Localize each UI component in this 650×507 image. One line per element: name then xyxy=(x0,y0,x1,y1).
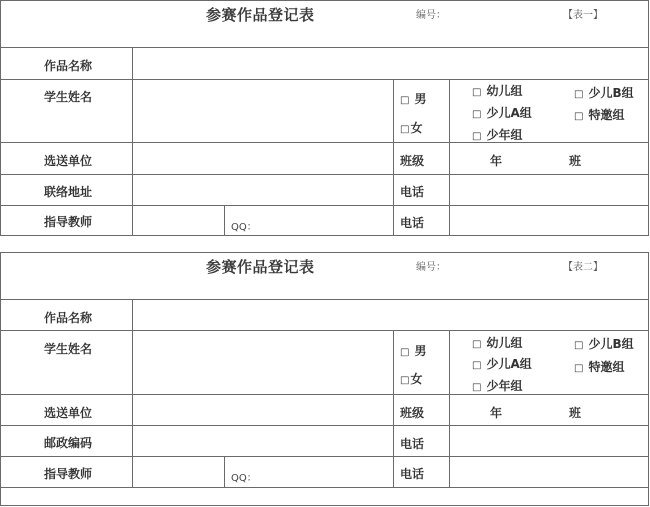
phone-field-2[interactable] xyxy=(450,206,648,235)
label-teacher: 指导教师 xyxy=(44,215,93,229)
label-unit: 选送单位 xyxy=(44,154,93,168)
group-junior-a-label: 少儿A组 xyxy=(486,106,532,120)
label-class: 班级 xyxy=(400,154,425,168)
gender-female-label: 女 xyxy=(410,372,423,386)
group-junior-b-label: 少儿B组 xyxy=(588,86,634,100)
label-class: 班级 xyxy=(400,406,425,420)
work-name-field[interactable] xyxy=(133,48,648,79)
label-qq: QQ： xyxy=(231,222,257,233)
label-teacher: 指导教师 xyxy=(44,467,93,481)
gender-female-label: 女 xyxy=(410,121,423,135)
unit-field[interactable] xyxy=(133,395,393,425)
teacher-field[interactable] xyxy=(133,206,224,235)
gender-male-label: 男 xyxy=(414,344,427,358)
checkbox-icon: □ xyxy=(400,95,410,106)
checkbox-icon: □ xyxy=(472,109,482,120)
label-phone: 电话 xyxy=(400,216,425,230)
checkbox-icon: □ xyxy=(574,340,584,351)
group-invited-label: 特邀组 xyxy=(588,108,625,122)
group-junior-a-option[interactable] xyxy=(472,355,532,372)
student-name-field[interactable] xyxy=(133,331,393,394)
label-class-unit: 班 xyxy=(569,406,582,420)
label-student-name: 学生姓名 xyxy=(44,90,93,104)
checkbox-icon: □ xyxy=(574,89,584,100)
label-grade: 年 xyxy=(490,154,503,168)
address-field[interactable] xyxy=(133,175,393,205)
label-address: 联络地址 xyxy=(44,185,93,199)
table-tag: 【表二】 xyxy=(563,262,603,273)
label-class-unit: 班 xyxy=(569,154,582,168)
label-unit: 选送单位 xyxy=(44,406,93,420)
group-invited-option[interactable] xyxy=(574,106,624,123)
checkbox-icon: □ xyxy=(472,87,482,98)
group-kindergarten-option[interactable] xyxy=(472,334,522,351)
checkbox-icon: □ xyxy=(472,360,482,371)
phone-field-1[interactable] xyxy=(450,175,648,205)
gender-female-option[interactable] xyxy=(400,119,422,136)
postcode-field[interactable] xyxy=(133,426,393,456)
group-youth-label: 少年组 xyxy=(486,128,523,142)
group-invited-label: 特邀组 xyxy=(588,360,625,374)
label-qq: QQ： xyxy=(231,473,257,484)
label-phone: 电话 xyxy=(400,437,425,451)
group-kindergarten-option[interactable] xyxy=(472,82,522,99)
student-name-field[interactable] xyxy=(133,80,393,142)
gender-male-option[interactable] xyxy=(400,342,426,359)
number-label: 编号： xyxy=(416,262,446,273)
checkbox-icon: □ xyxy=(400,124,410,135)
unit-field[interactable] xyxy=(133,143,393,174)
checkbox-icon: □ xyxy=(400,375,410,386)
group-youth-option[interactable] xyxy=(472,126,522,143)
number-label: 编号： xyxy=(416,10,446,21)
registration-form-1 xyxy=(0,0,649,236)
group-junior-a-option[interactable] xyxy=(472,104,532,121)
group-youth-option[interactable] xyxy=(472,377,522,394)
checkbox-icon: □ xyxy=(472,382,482,393)
gender-male-option[interactable] xyxy=(400,90,426,107)
group-junior-a-label: 少儿A组 xyxy=(486,357,532,371)
checkbox-icon: □ xyxy=(472,131,482,142)
gender-female-option[interactable] xyxy=(400,370,422,387)
form-title: 参赛作品登记表 xyxy=(206,258,315,276)
label-work-name: 作品名称 xyxy=(44,59,93,73)
label-grade: 年 xyxy=(490,406,503,420)
teacher-field[interactable] xyxy=(133,457,224,487)
phone-field-1[interactable] xyxy=(450,426,648,456)
label-phone: 电话 xyxy=(400,185,425,199)
work-name-field[interactable] xyxy=(133,300,648,330)
phone-field-2[interactable] xyxy=(450,457,648,487)
form-title: 参赛作品登记表 xyxy=(206,6,315,24)
group-junior-b-label: 少儿B组 xyxy=(588,337,634,351)
label-student-name: 学生姓名 xyxy=(44,342,93,356)
checkbox-icon: □ xyxy=(574,111,584,122)
group-junior-b-option[interactable] xyxy=(574,335,634,352)
group-youth-label: 少年组 xyxy=(486,379,523,393)
gender-male-label: 男 xyxy=(414,92,427,106)
registration-form-2 xyxy=(0,252,649,506)
label-work-name: 作品名称 xyxy=(44,311,93,325)
label-phone: 电话 xyxy=(400,467,425,481)
group-invited-option[interactable] xyxy=(574,358,624,375)
label-postcode: 邮政编码 xyxy=(44,436,93,450)
group-junior-b-option[interactable] xyxy=(574,84,634,101)
group-kindergarten-label: 幼儿组 xyxy=(486,336,523,350)
table-tag: 【表一】 xyxy=(563,10,603,21)
checkbox-icon: □ xyxy=(400,347,410,358)
group-kindergarten-label: 幼儿组 xyxy=(486,84,523,98)
checkbox-icon: □ xyxy=(472,339,482,350)
checkbox-icon: □ xyxy=(574,363,584,374)
